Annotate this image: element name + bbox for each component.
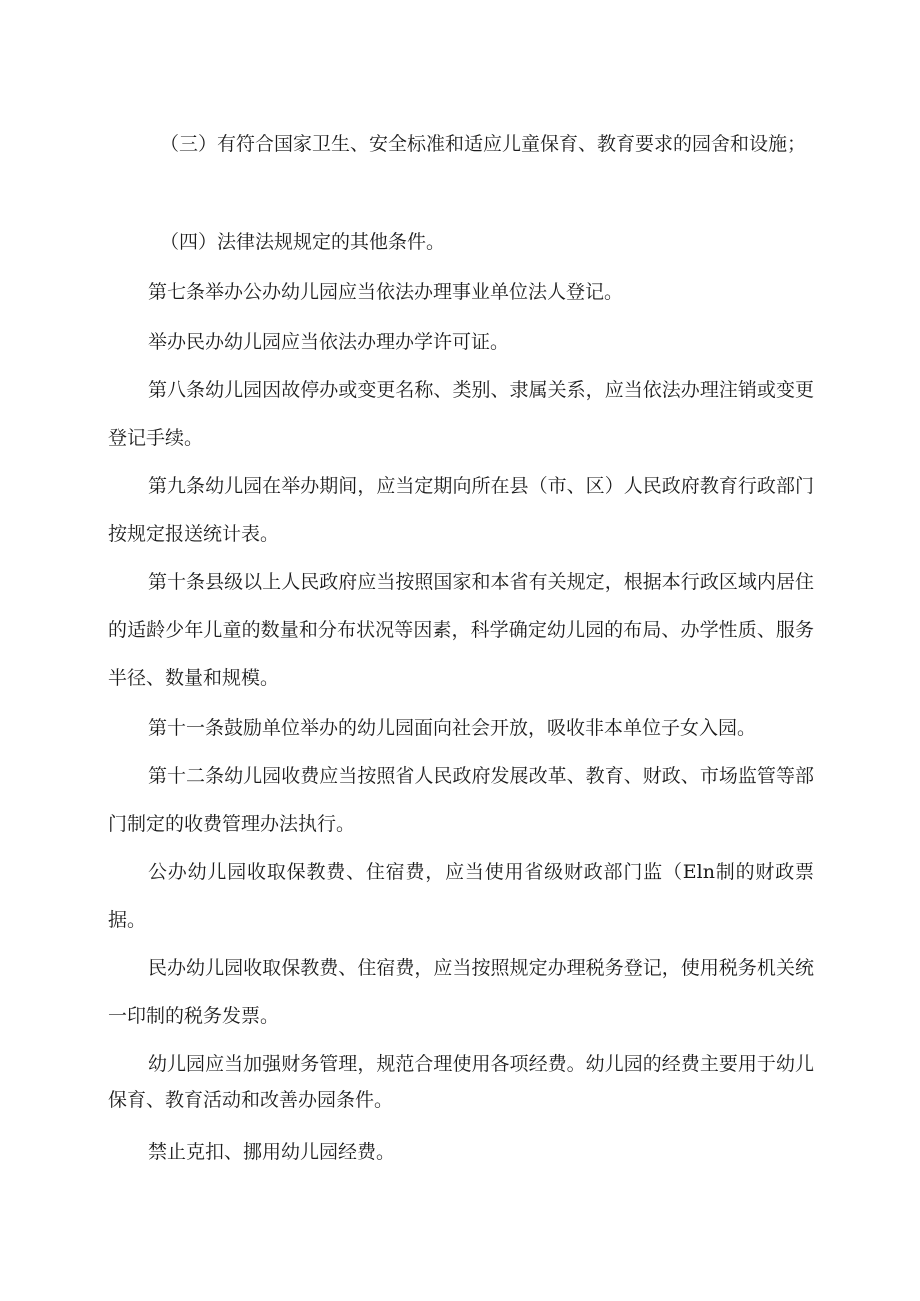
paragraph-public-fees: 公办幼儿园收取保教费、住宿费，应当使用省级财政部门监（Eln制的财政票据。	[108, 861, 814, 931]
paragraph-article-9: 第九条幼儿园在举办期间，应当定期向所在县（市、区）人民政府教育行政部门按规定报送统计表。	[108, 475, 814, 545]
paragraph-article-8: 第八条幼儿园因故停办或变更名称、类别、隶属关系，应当依法办理注销或变更登记手续。	[108, 379, 814, 449]
paragraph-private-license: 举办民办幼儿园应当依法办理办学许可证。	[148, 331, 510, 353]
paragraph-other-conditions: （四）法律法规规定的其他条件。	[160, 231, 446, 253]
paragraph-article-10: 第十条县级以上人民政府应当按照国家和本省有关规定，根据本行政区域内居住的适龄少年儿童的数量和分布状况等因素，科学确定幼儿园的布局、办学性质、服务半径、数量和规模。	[108, 571, 814, 689]
paragraph-article-11: 第十一条鼓励单位举办的幼儿园面向社会开放，吸收非本单位子女入园。	[148, 717, 757, 739]
paragraph-private-fees: 民办幼儿园收取保教费、住宿费，应当按照规定办理税务登记，使用税务机关统一印制的税务发票。	[108, 957, 814, 1027]
paragraph-financial-management: 幼儿园应当加强财务管理，规范合理使用各项经费。幼儿园的经费主要用于幼儿保育、教育活动和改善办园条件。	[108, 1053, 814, 1111]
paragraph-article-12: 第十二条幼儿园收费应当按照省人民政府发展改革、教育、财政、市场监管等部门制定的收费管理办法执行。	[108, 765, 814, 835]
paragraph-no-misappropriation: 禁止克扣、挪用幼儿园经费。	[148, 1141, 396, 1163]
paragraph-article-7: 第七条举办公办幼儿园应当依法办理事业单位法人登记。	[148, 281, 624, 303]
paragraph-facilities: （三）有符合国家卫生、安全标准和适应儿童保育、教育要求的园舍和设施；	[160, 133, 807, 155]
